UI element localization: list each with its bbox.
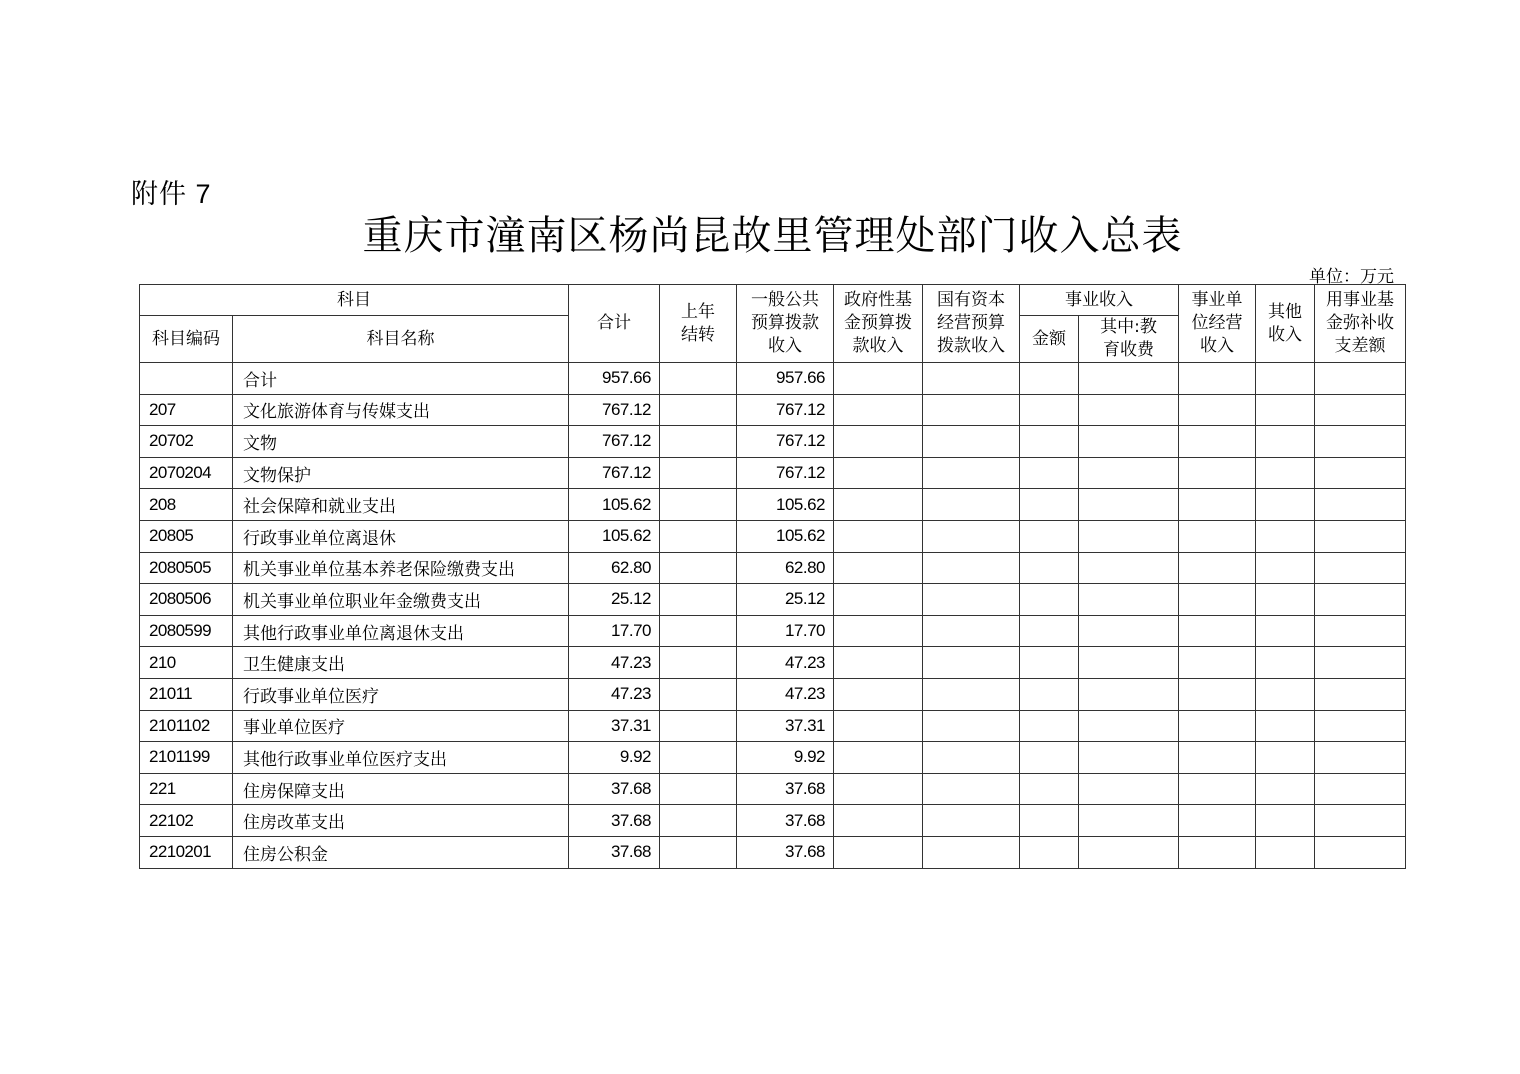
other-income-cell	[1256, 457, 1315, 489]
general-budget-cell: 957.66	[737, 363, 834, 395]
amount-cell	[1020, 584, 1079, 616]
amount-cell	[1020, 805, 1079, 837]
amount-cell	[1020, 426, 1079, 458]
unit-operating-cell	[1179, 678, 1256, 710]
total-cell: 17.70	[569, 615, 660, 647]
state-capital-cell	[923, 520, 1020, 552]
table-row	[140, 552, 1406, 584]
subject-name-cell: 机关事业单位基本养老保险缴费支出	[233, 552, 569, 584]
total-cell: 37.68	[569, 836, 660, 868]
edu-fee-cell	[1079, 394, 1179, 426]
subject-name-cell: 卫生健康支出	[233, 647, 569, 679]
attachment-label: 附件 7	[131, 179, 212, 209]
edu-fee-cell	[1079, 805, 1179, 837]
edu-fee-cell	[1079, 584, 1179, 616]
table-row	[140, 678, 1406, 710]
state-capital-cell	[923, 710, 1020, 742]
general-budget-cell: 9.92	[737, 742, 834, 774]
fund-balance-header: 用事业基金弥补收支差额	[1315, 285, 1406, 363]
other-income-cell	[1256, 773, 1315, 805]
subject-header: 科目	[140, 285, 569, 316]
general-budget-cell: 17.70	[737, 615, 834, 647]
general-budget-cell: 767.12	[737, 426, 834, 458]
subject-name-cell: 文化旅游体育与传媒支出	[233, 394, 569, 426]
carryover-cell	[660, 520, 737, 552]
fund-balance-cell	[1315, 678, 1406, 710]
gov-fund-header: 政府性基金预算拨款收入	[834, 285, 923, 363]
carryover-cell	[660, 552, 737, 584]
gov-fund-cell	[834, 678, 923, 710]
subject-name-cell: 文物保护	[233, 457, 569, 489]
other-income-cell	[1256, 805, 1315, 837]
total-cell: 957.66	[569, 363, 660, 395]
carryover-cell	[660, 426, 737, 458]
general-budget-cell: 105.62	[737, 520, 834, 552]
total-cell: 767.12	[569, 426, 660, 458]
total-cell: 47.23	[569, 647, 660, 679]
carryover-cell	[660, 615, 737, 647]
gov-fund-cell	[834, 805, 923, 837]
page-title: 重庆市潼南区杨尚昆故里管理处部门收入总表	[362, 213, 1183, 259]
carryover-cell	[660, 394, 737, 426]
edu-fee-cell	[1079, 773, 1179, 805]
other-income-cell	[1256, 584, 1315, 616]
general-budget-cell: 105.62	[737, 489, 834, 521]
other-income-cell	[1256, 615, 1315, 647]
fund-balance-cell	[1315, 836, 1406, 868]
subject-name-cell: 其他行政事业单位离退休支出	[233, 615, 569, 647]
unit-operating-cell	[1179, 805, 1256, 837]
state-capital-cell	[923, 805, 1020, 837]
unit-operating-cell	[1179, 489, 1256, 521]
total-cell: 767.12	[569, 457, 660, 489]
general-budget-cell: 47.23	[737, 678, 834, 710]
gov-fund-cell	[834, 836, 923, 868]
fund-balance-cell	[1315, 363, 1406, 395]
gov-fund-cell	[834, 773, 923, 805]
carryover-cell	[660, 457, 737, 489]
amount-cell	[1020, 773, 1079, 805]
table-row	[140, 615, 1406, 647]
other-income-cell	[1256, 552, 1315, 584]
subject-name-cell: 其他行政事业单位医疗支出	[233, 742, 569, 774]
general-budget-cell: 62.80	[737, 552, 834, 584]
fund-balance-cell	[1315, 584, 1406, 616]
subject-code-cell: 2080505	[140, 552, 233, 584]
amount-cell	[1020, 363, 1079, 395]
amount-cell	[1020, 678, 1079, 710]
table-row	[140, 742, 1406, 774]
subject-name-cell: 住房保障支出	[233, 773, 569, 805]
amount-cell	[1020, 742, 1079, 774]
table-row	[140, 426, 1406, 458]
gov-fund-cell	[834, 584, 923, 616]
unit-operating-cell	[1179, 710, 1256, 742]
amount-cell	[1020, 836, 1079, 868]
business-income-header: 事业收入	[1020, 285, 1179, 316]
table-row	[140, 394, 1406, 426]
carryover-cell	[660, 489, 737, 521]
other-income-header: 其他收入	[1256, 285, 1315, 363]
fund-balance-cell	[1315, 457, 1406, 489]
subject-name-cell: 机关事业单位职业年金缴费支出	[233, 584, 569, 616]
table-row	[140, 584, 1406, 616]
state-capital-cell	[923, 678, 1020, 710]
state-capital-cell	[923, 489, 1020, 521]
amount-cell	[1020, 457, 1079, 489]
total-cell: 25.12	[569, 584, 660, 616]
subject-name-cell: 行政事业单位医疗	[233, 678, 569, 710]
other-income-cell	[1256, 363, 1315, 395]
edu-fee-cell	[1079, 615, 1179, 647]
subject-code-cell: 2101199	[140, 742, 233, 774]
other-income-cell	[1256, 489, 1315, 521]
other-income-cell	[1256, 710, 1315, 742]
unit-label: 单位：万元	[1309, 267, 1394, 287]
fund-balance-cell	[1315, 615, 1406, 647]
general-budget-cell: 37.68	[737, 836, 834, 868]
state-capital-cell	[923, 457, 1020, 489]
fund-balance-cell	[1315, 647, 1406, 679]
subject-code-cell: 208	[140, 489, 233, 521]
table-row	[140, 773, 1406, 805]
state-capital-cell	[923, 394, 1020, 426]
gov-fund-cell	[834, 615, 923, 647]
table-row	[140, 647, 1406, 679]
unit-operating-cell	[1179, 615, 1256, 647]
edu-fee-cell	[1079, 489, 1179, 521]
subject-name-cell: 行政事业单位离退休	[233, 520, 569, 552]
subject-code-cell: 2080506	[140, 584, 233, 616]
other-income-cell	[1256, 742, 1315, 774]
subject-name-cell: 合计	[233, 363, 569, 395]
fund-balance-cell	[1315, 552, 1406, 584]
gov-fund-cell	[834, 552, 923, 584]
fund-balance-cell	[1315, 394, 1406, 426]
edu-fee-cell	[1079, 363, 1179, 395]
edu-fee-cell	[1079, 520, 1179, 552]
total-cell: 62.80	[569, 552, 660, 584]
amount-cell	[1020, 489, 1079, 521]
subject-code-cell: 20702	[140, 426, 233, 458]
state-capital-cell	[923, 426, 1020, 458]
fund-balance-cell	[1315, 520, 1406, 552]
carryover-cell	[660, 836, 737, 868]
gov-fund-cell	[834, 520, 923, 552]
state-capital-cell	[923, 742, 1020, 774]
edu-fee-header: 其中:教育收费	[1079, 316, 1179, 363]
total-cell: 105.62	[569, 489, 660, 521]
general-budget-cell: 25.12	[737, 584, 834, 616]
total-cell: 37.31	[569, 710, 660, 742]
carryover-cell	[660, 584, 737, 616]
amount-cell	[1020, 520, 1079, 552]
state-capital-cell	[923, 615, 1020, 647]
gov-fund-cell	[834, 394, 923, 426]
gov-fund-cell	[834, 457, 923, 489]
unit-operating-cell	[1179, 742, 1256, 774]
amount-cell	[1020, 647, 1079, 679]
subject-code-cell: 210	[140, 647, 233, 679]
general-budget-cell: 37.31	[737, 710, 834, 742]
edu-fee-cell	[1079, 742, 1179, 774]
subject-name-cell: 事业单位医疗	[233, 710, 569, 742]
unit-operating-cell	[1179, 647, 1256, 679]
other-income-cell	[1256, 394, 1315, 426]
state-capital-cell	[923, 584, 1020, 616]
amount-header: 金额	[1020, 316, 1079, 363]
other-income-cell	[1256, 426, 1315, 458]
table-row	[140, 710, 1406, 742]
gov-fund-cell	[834, 363, 923, 395]
subject-code-cell: 2210201	[140, 836, 233, 868]
edu-fee-cell	[1079, 836, 1179, 868]
edu-fee-cell	[1079, 457, 1179, 489]
total-header: 合计	[569, 285, 660, 363]
subject-name-header: 科目名称	[233, 316, 569, 363]
other-income-cell	[1256, 520, 1315, 552]
subject-code-cell: 2080599	[140, 615, 233, 647]
amount-cell	[1020, 710, 1079, 742]
subject-name-cell: 住房改革支出	[233, 805, 569, 837]
subject-name-cell: 住房公积金	[233, 836, 569, 868]
edu-fee-cell	[1079, 426, 1179, 458]
total-cell: 37.68	[569, 773, 660, 805]
edu-fee-cell	[1079, 678, 1179, 710]
gov-fund-cell	[834, 426, 923, 458]
gov-fund-cell	[834, 647, 923, 679]
subject-code-header: 科目编码	[140, 316, 233, 363]
carryover-header: 上年结转	[660, 285, 737, 363]
amount-cell	[1020, 552, 1079, 584]
table-row	[140, 520, 1406, 552]
general-budget-cell: 47.23	[737, 647, 834, 679]
gov-fund-cell	[834, 710, 923, 742]
fund-balance-cell	[1315, 742, 1406, 774]
other-income-cell	[1256, 836, 1315, 868]
unit-operating-cell	[1179, 773, 1256, 805]
fund-balance-cell	[1315, 773, 1406, 805]
general-budget-cell: 37.68	[737, 773, 834, 805]
general-budget-header: 一般公共预算拨款收入	[737, 285, 834, 363]
unit-operating-cell	[1179, 457, 1256, 489]
carryover-cell	[660, 773, 737, 805]
subject-code-cell: 2101102	[140, 710, 233, 742]
carryover-cell	[660, 742, 737, 774]
carryover-cell	[660, 647, 737, 679]
unit-operating-cell	[1179, 552, 1256, 584]
amount-cell	[1020, 394, 1079, 426]
state-capital-cell	[923, 836, 1020, 868]
gov-fund-cell	[834, 742, 923, 774]
table-row	[140, 457, 1406, 489]
subject-name-cell: 文物	[233, 426, 569, 458]
other-income-cell	[1256, 647, 1315, 679]
income-summary-table	[139, 284, 1406, 869]
total-cell: 9.92	[569, 742, 660, 774]
edu-fee-cell	[1079, 552, 1179, 584]
subject-code-cell: 20805	[140, 520, 233, 552]
table-row	[140, 363, 1406, 395]
table-row	[140, 836, 1406, 868]
state-capital-cell	[923, 552, 1020, 584]
general-budget-cell: 37.68	[737, 805, 834, 837]
gov-fund-cell	[834, 489, 923, 521]
total-cell: 767.12	[569, 394, 660, 426]
unit-operating-cell	[1179, 520, 1256, 552]
general-budget-cell: 767.12	[737, 457, 834, 489]
state-capital-cell	[923, 647, 1020, 679]
state-capital-cell	[923, 363, 1020, 395]
fund-balance-cell	[1315, 805, 1406, 837]
carryover-cell	[660, 678, 737, 710]
table-row	[140, 489, 1406, 521]
unit-operating-cell	[1179, 394, 1256, 426]
fund-balance-cell	[1315, 710, 1406, 742]
subject-name-cell: 社会保障和就业支出	[233, 489, 569, 521]
edu-fee-cell	[1079, 710, 1179, 742]
other-income-cell	[1256, 678, 1315, 710]
carryover-cell	[660, 363, 737, 395]
subject-code-cell: 207	[140, 394, 233, 426]
fund-balance-cell	[1315, 489, 1406, 521]
total-cell: 37.68	[569, 805, 660, 837]
unit-operating-cell	[1179, 426, 1256, 458]
fund-balance-cell	[1315, 426, 1406, 458]
carryover-cell	[660, 805, 737, 837]
total-cell: 47.23	[569, 678, 660, 710]
total-cell: 105.62	[569, 520, 660, 552]
table-row	[140, 805, 1406, 837]
subject-code-cell: 2070204	[140, 457, 233, 489]
unit-operating-header: 事业单位经营收入	[1179, 285, 1256, 363]
edu-fee-cell	[1079, 647, 1179, 679]
carryover-cell	[660, 710, 737, 742]
subject-code-cell: 22102	[140, 805, 233, 837]
subject-code-cell: 221	[140, 773, 233, 805]
subject-code-cell: 21011	[140, 678, 233, 710]
subject-code-cell	[140, 363, 233, 395]
unit-operating-cell	[1179, 363, 1256, 395]
unit-operating-cell	[1179, 584, 1256, 616]
general-budget-cell: 767.12	[737, 394, 834, 426]
state-capital-header: 国有资本经营预算拨款收入	[923, 285, 1020, 363]
unit-operating-cell	[1179, 836, 1256, 868]
amount-cell	[1020, 615, 1079, 647]
state-capital-cell	[923, 773, 1020, 805]
